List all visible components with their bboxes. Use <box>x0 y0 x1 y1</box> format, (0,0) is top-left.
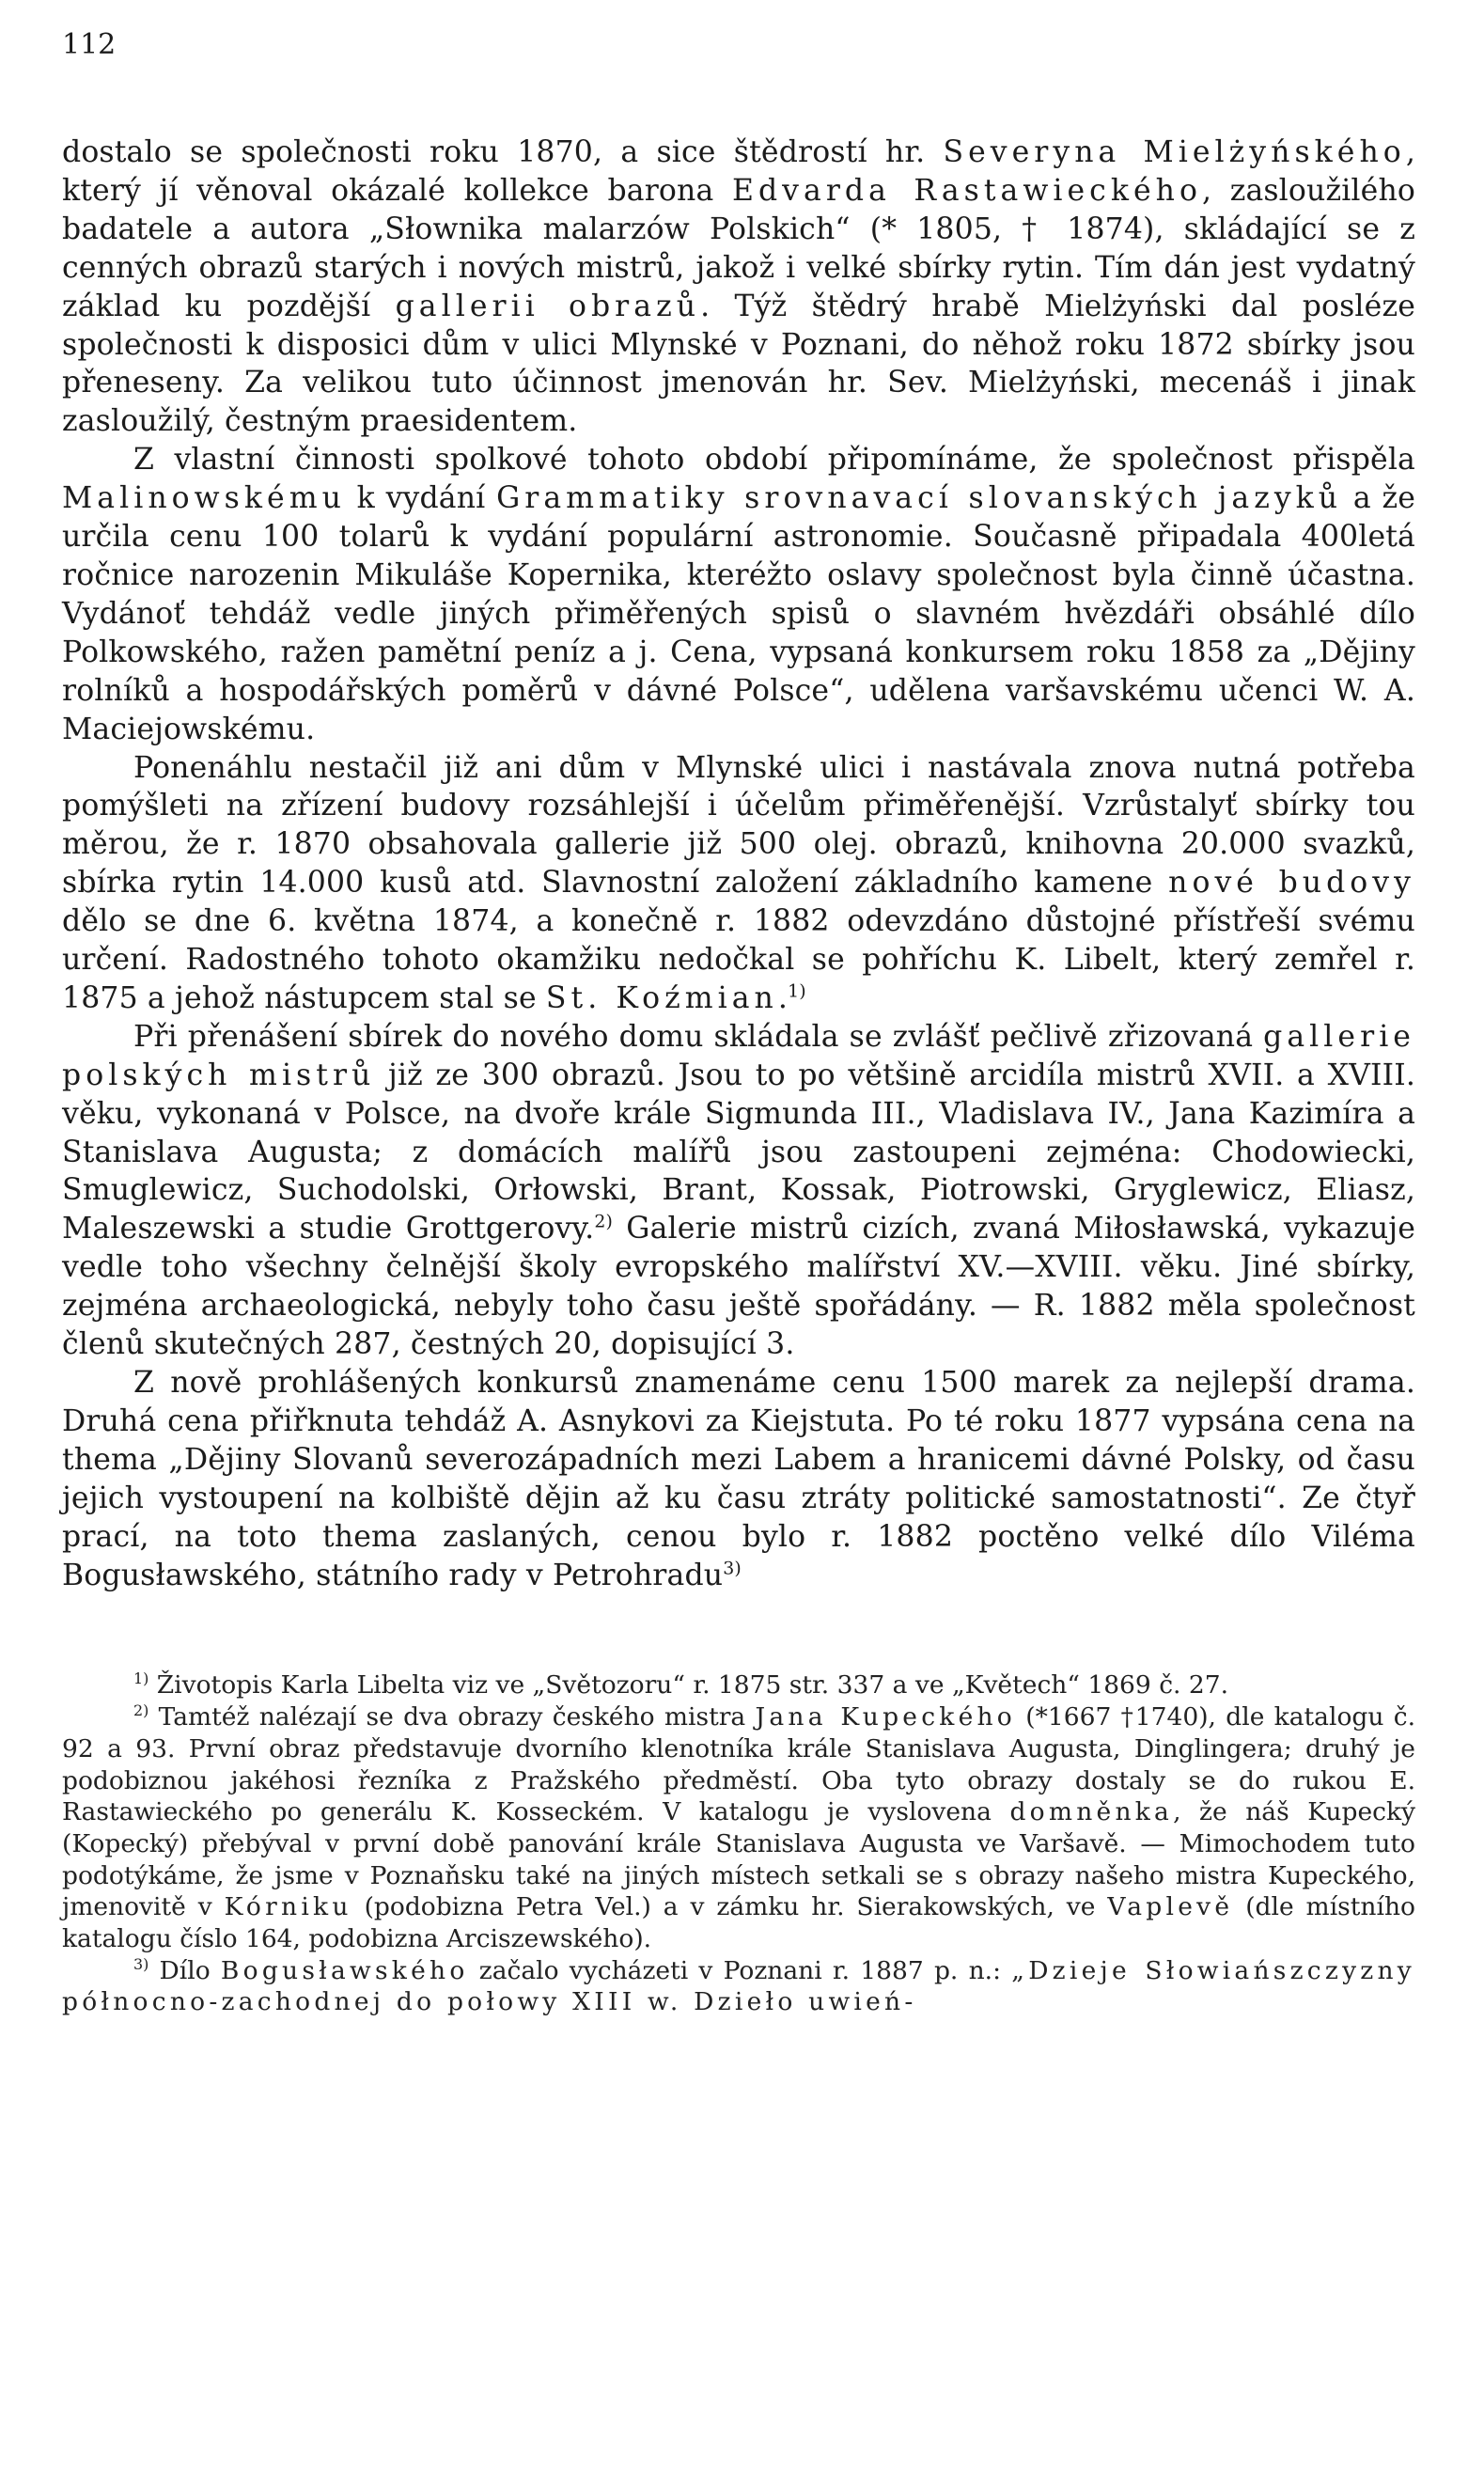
text-segment: Tamtéž nalézají se dva obrazy českého mistra <box>148 1702 756 1732</box>
text-segment: (dle místního katalogu číslo 164, podobizna Arciszewského). <box>62 1892 1415 1954</box>
text-segment: dostalo se společnosti roku 1870, a sice štědrostí hr. <box>62 135 944 169</box>
text-segment: dělo se dne 6. května 1874, a konečně r. 1882 odevzdáno důstojné přístřeší svému určení. Radostného tohoto okamžiku nedočkal se pohříchu K. Libelt, který zemřel r. 1875 a jehož nástupcem stal se <box>62 904 1415 1015</box>
text-segment: . Týž štědrý hrabě Mielżyński dal posléze společnosti k disposici dům v ulici Mlynské v Poznani, do něhož roku 1872 sbírky jsou přeneseny. Za velikou tuto účinnost jmenován hr. Sev. Mielżyński, mecenáš i jinak zasloužilý, čestným praesidentem. <box>62 289 1415 439</box>
text-segment: . <box>777 980 789 1015</box>
paragraph <box>62 441 1415 748</box>
spaced-text: Vaplevě <box>1107 1892 1234 1922</box>
paragraph <box>62 133 1415 441</box>
text-segment: (*1667 †1740), dle katalogu č. 92 a 93. První obraz představuje dvorního klenotníka krále Stanislava Augusta, Dinglingera; druhý je podobiznou jakéhosi řezníka z Pražského předměstí. Oba tyto obrazy dostaly se do rukou E. Rastawieckého po generálu K. Kosseckém. V katalogu je vyslovena <box>62 1702 1415 1827</box>
text-segment: Galerie mistrů cizích, zvaná Miłosławská, vykazuje vedle toho všechny čelnější školy evropského malířství XV.—XVIII. věku. Jiné sbírky, zejména archaeologická, nebyly toho času ještě spořádány. — R. 1882 měla společnost členů skutečných 287, čestných 20, dopisující 3. <box>62 1212 1415 1362</box>
main-text <box>62 133 1415 1594</box>
spaced-text: gallerie polských mistrů <box>62 1019 1415 1092</box>
spaced-text: Kórniku <box>224 1892 352 1922</box>
spaced-text: St. Koźmian <box>545 980 778 1015</box>
spaced-text: nové budovy <box>1168 866 1415 901</box>
text-segment: , že náš Kupecký (Kopecký) přebýval v první době panování krále Stanislava Augusta ve Varšavě. — Mimochodem tuto podotýkáme, že jsme v Poznaňsku také na jiných místech setkali se s obrazy našeho mistra Kupeckého, jmenovitě v <box>62 1797 1415 1922</box>
text-segment: a že určila cenu 100 tolarů k vydání populární astronomie. Současně připadala 400letá ročnice narozenin Mikuláše Kopernika, kteréžto oslavy společnost byla činně účastna. Vydánoť tehdáž vedle jiných přiměřených spisů o slavném hvězdáři obsáhlé dílo Polkowského, ražen pamětní peníz a j. Cena, vypsaná konkursem roku 1858 za „Dějiny rolníků a hospodářských poměrů v dávné Polsce“, udělena varšavskému učenci W. A. Maciejowskému. <box>62 481 1415 746</box>
spaced-text: Edvarda Rastawieckého <box>731 173 1203 208</box>
footnote <box>62 1701 1415 1955</box>
spaced-text: Severyna Mielżyńského <box>943 135 1406 169</box>
spaced-text: gallerii obrazů <box>395 289 701 323</box>
page-number: 112 <box>62 28 117 61</box>
paragraph <box>62 1018 1415 1364</box>
footnotes <box>62 1669 1415 2018</box>
spaced-text: „Dzieje Słowiańszczyzny północno-zachodnej do połowy XIII w. Dzieło uwień- <box>62 1955 1416 2017</box>
spaced-text: Grammatiky srovnavací slovanských jazyků <box>496 481 1343 516</box>
text-segment: k vydání <box>345 481 497 516</box>
paragraph <box>62 749 1415 1018</box>
footnote-separator <box>62 1594 1415 1669</box>
footnote-marker: 1) <box>788 980 806 1002</box>
spaced-text: domněnka <box>1009 1797 1174 1827</box>
text-segment: , který jí věnoval okázalé kollekce barona <box>62 135 1415 208</box>
footnote <box>62 1669 1415 1701</box>
spaced-text: Bogusławského <box>220 1955 469 1985</box>
text-segment: začalo vycházeti v Poznani r. 1887 p. n.: <box>468 1955 1012 1985</box>
paragraph <box>62 1364 1415 1594</box>
footnote-marker: 2) <box>133 1701 149 1720</box>
text-segment: Dílo <box>148 1955 221 1985</box>
spaced-text: Malinowskému <box>62 481 346 516</box>
book-page <box>62 26 1415 2018</box>
text-segment: (podobizna Petra Vel.) a v zámku hr. Sierakowských, ve <box>351 1892 1108 1922</box>
footnote-marker: 2) <box>594 1211 614 1232</box>
footnote <box>62 1955 1415 2018</box>
text-segment: , zasloužilého badatele a autora „Słownika malarzów Polskich“ (* 1805, † 1874), skládající se z cenných obrazů starých i nových mistrů, jakož i velké sbírky rytin. Tím dán jest vydatný základ ku pozdější <box>62 173 1415 323</box>
text-segment: Ponenáhlu nestačil již ani dům v Mlynské ulici i nastávala znova nutná potřeba pomýšleti na zřízení budovy rozsáhlejší i účelům přiměřenější. Vzrůstalyť sbírky tou měrou, že r. 1870 obsahovala gallerie již 500 olej. obrazů, knihovna 20.000 svazků, sbírka rytin 14.000 kusů atd. Slavnostní založení základního kamene <box>62 750 1415 901</box>
text-segment: Při přenášení sbírek do nového domu skládala se zvlášť pečlivě zřizovaná <box>133 1019 1264 1054</box>
text-segment: Životopis Karla Libelta viz ve „Světozoru“ r. 1875 str. 337 a ve „Květech“ 1869 č. 27. <box>148 1670 1229 1701</box>
footnote-marker: 3) <box>133 1954 149 1973</box>
text-segment: Z nově prohlášených konkursů znamenáme cenu 1500 marek za nejlepší drama. Druhá cena přiřknuta tehdáž A. Asnykovi za Kiejstuta. Po té roku 1877 vypsána cena na thema „Dějiny Slovanů severozápadních mezi Labem a hranicemi dávné Polsky, od času jejich vystoupení na kolbiště dějin až ku času ztráty politické samostatnosti“. Ze čtyř prací, na toto thema zaslaných, cenou bylo r. 1882 poctěno velké dílo Viléma Bogusławského, státního rady v Petrohradu <box>62 1366 1415 1592</box>
footnote-marker: 1) <box>133 1669 149 1688</box>
spaced-text: Jana Kupeckého <box>755 1702 1017 1732</box>
text-segment: již ze 300 obrazů. Jsou to po většině arcidíla mistrů XVII. a XVIII. věku, vykonaná v Polsce, na dvoře krále Sigmunda III., Vladislava IV., Jana Kazimíra a Stanislava Augusta; z domácích malířů jsou zastoupeni zejména: Chodowiecki, Smuglewicz, Suchodolski, Orłowski, Brant, Kossak, Piotrowski, Gryglewicz, Eliasz, Maleszewski a studie Grottgerovy. <box>62 1058 1415 1246</box>
text-segment: Z vlastní činnosti spolkové tohoto období připomínáme, že společnost přispěla <box>133 443 1415 478</box>
footnote-marker: 3) <box>723 1558 742 1579</box>
